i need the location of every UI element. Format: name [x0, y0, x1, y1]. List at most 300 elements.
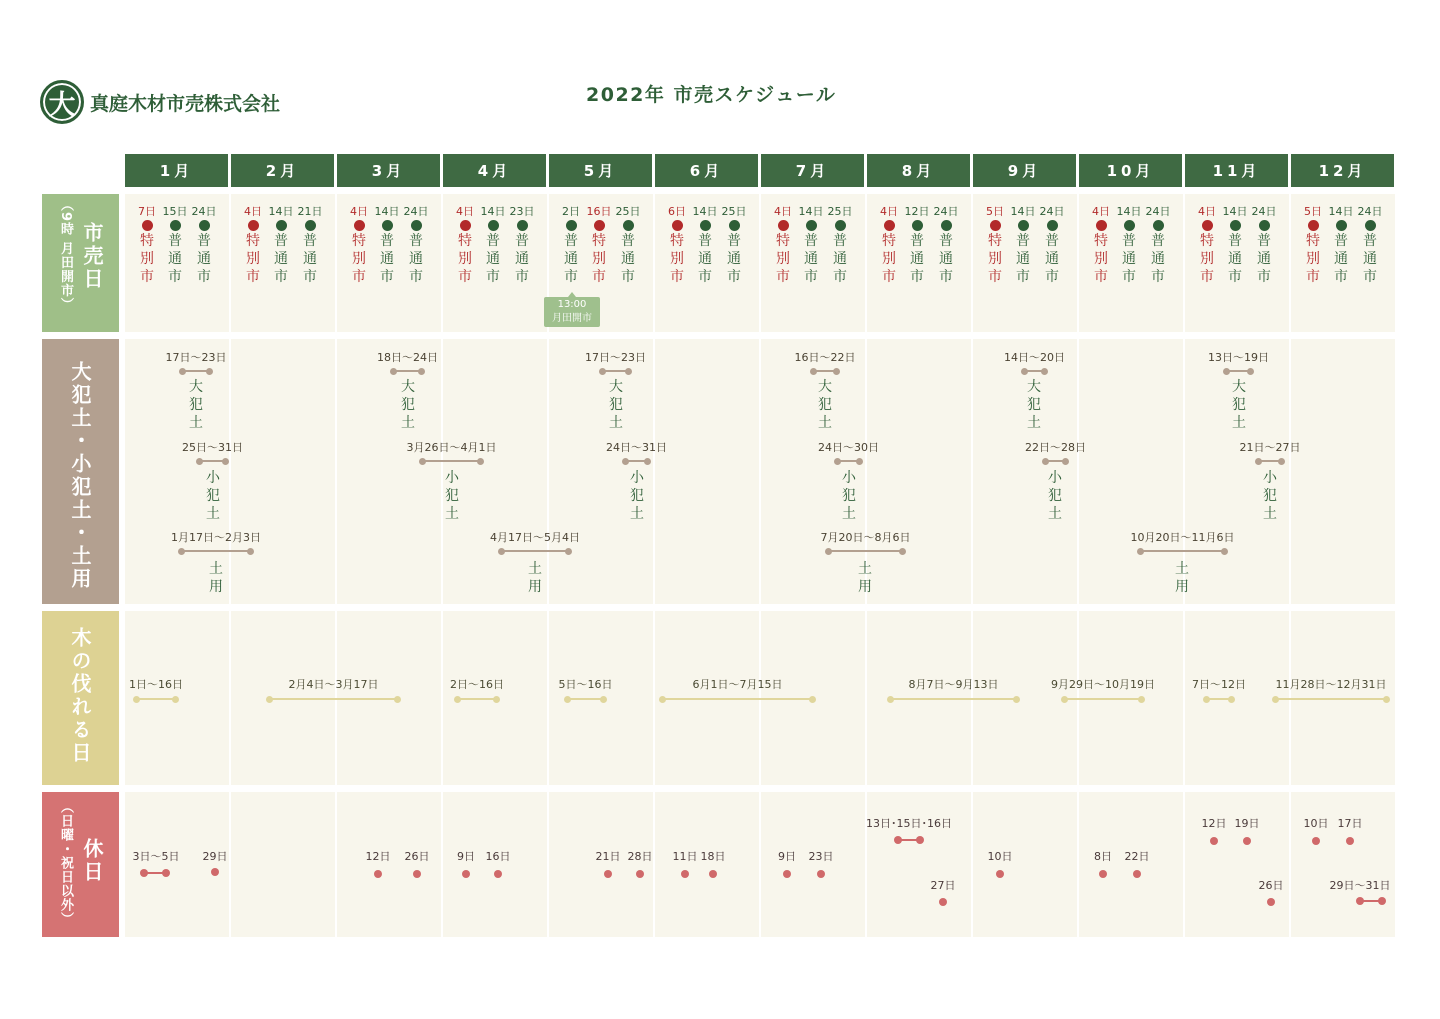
holiday-label: 23日 [808, 850, 834, 863]
tree-period-line [457, 698, 497, 700]
tree-period-start-dot [564, 696, 571, 703]
earth-period-label: 17日〜23日 [585, 351, 646, 364]
market-day-date: 14日 [1328, 205, 1354, 218]
market-day-date: 4日 [880, 205, 898, 218]
market-day [664, 205, 690, 286]
earth-period-line [1024, 370, 1045, 372]
market-day-type: 普通市 [486, 233, 500, 285]
holiday-dot [1243, 837, 1251, 845]
grid-cell [655, 339, 759, 604]
market-day-dot [912, 220, 923, 231]
market-day [1010, 205, 1036, 286]
tree-period-line [567, 698, 604, 700]
market-day-dot [1365, 220, 1376, 231]
earth-period-start-dot [498, 548, 505, 555]
month-header: 5月 [549, 154, 652, 187]
earth-period-label: 16日〜22日 [794, 351, 856, 364]
company-name: 真庭木材市売株式会社 [90, 92, 281, 115]
holiday-dot [636, 870, 644, 878]
earth-period-start-dot [834, 458, 841, 465]
market-day-type: 特別市 [1094, 233, 1108, 285]
holiday-dot [1378, 897, 1386, 905]
holiday-label: 12日 [365, 850, 391, 863]
holiday-dot [211, 868, 219, 876]
market-day-date: 16日 [586, 205, 612, 218]
earth-period-start-dot [599, 368, 606, 375]
holiday-dot [916, 836, 924, 844]
market-note-text: 月田開市 [552, 313, 592, 324]
grid-cell [761, 792, 865, 937]
earth-period-line [1258, 460, 1282, 462]
earth-period-label: 24日〜31日 [606, 441, 667, 454]
tree-period-line [269, 698, 398, 700]
market-day [268, 205, 294, 286]
holiday-dot [604, 870, 612, 878]
holiday-label: 9日 [778, 850, 796, 863]
earth-period-line [1045, 460, 1066, 462]
market-day-dot [1153, 220, 1164, 231]
market-day [374, 205, 400, 286]
month-header: 11月 [1185, 154, 1288, 187]
market-day [1116, 205, 1142, 286]
market-day [346, 205, 372, 286]
earth-period-label: 10月20日〜11月6日 [1130, 531, 1235, 544]
earth-period-end-dot [833, 368, 840, 375]
market-day-date: 14日 [1010, 205, 1036, 218]
earth-period-end-dot [1062, 458, 1069, 465]
earth-period-line [602, 370, 629, 372]
holiday-label: 17日 [1337, 817, 1363, 830]
holiday-label: 29日〜31日 [1329, 879, 1391, 892]
earth-period-end-dot [1221, 548, 1228, 555]
holiday-label: 10日 [987, 850, 1013, 863]
grid-cell [973, 792, 1077, 937]
earth-period-start-dot [419, 458, 426, 465]
earth-period-start-dot [178, 548, 185, 555]
tree-period-line [1064, 698, 1142, 700]
holiday-dot [413, 870, 421, 878]
grid-cell [1185, 792, 1289, 937]
market-day-date: 14日 [480, 205, 506, 218]
grid-cell [1079, 792, 1183, 937]
tree-period-line [1275, 698, 1387, 700]
market-day-type: 普通市 [1045, 233, 1059, 285]
market-day-date: 6日 [668, 205, 686, 218]
market-day-type: 普通市 [1257, 233, 1271, 285]
row-label-holiday-text: 休日 [80, 838, 104, 884]
earth-period-end-dot [644, 458, 651, 465]
market-day-date: 24日 [1039, 205, 1065, 218]
market-day-type: 普通市 [380, 233, 394, 285]
grid-cell [867, 339, 971, 604]
holiday-label: 28日 [627, 850, 653, 863]
earth-period-name: 大犯土 [189, 379, 203, 431]
earth-period-label: 13日〜19日 [1208, 351, 1269, 364]
market-day [1328, 205, 1354, 286]
tree-period-label: 8月7日〜9月13日 [908, 678, 999, 691]
month-header: 3月 [337, 154, 440, 187]
holiday-dot [681, 870, 689, 878]
earth-period-label: 21日〜27日 [1239, 441, 1301, 454]
month-header: 7月 [761, 154, 864, 187]
earth-period-name: 大犯土 [401, 379, 415, 431]
market-day-type: 普通市 [409, 233, 423, 285]
earth-period-line [828, 550, 903, 552]
market-day-dot [672, 220, 683, 231]
earth-period-name: 土用 [1175, 561, 1189, 595]
holiday-label: 13日･15日･16日 [866, 817, 952, 830]
market-day-dot [382, 220, 393, 231]
market-day-dot [1336, 220, 1347, 231]
row-label-holiday [42, 792, 119, 937]
tree-period-end-dot [394, 696, 401, 703]
earth-period-line [501, 550, 569, 552]
market-day [798, 205, 824, 286]
market-day [933, 205, 959, 286]
market-day-type: 特別市 [882, 233, 896, 285]
tree-period-label: 7日〜12日 [1192, 678, 1246, 691]
holiday-label: 9日 [457, 850, 475, 863]
holiday-dot [939, 898, 947, 906]
market-day [191, 205, 217, 286]
market-day-type: 普通市 [1151, 233, 1165, 285]
earth-period-label: 14日〜20日 [1004, 351, 1065, 364]
market-day-dot [700, 220, 711, 231]
market-day-dot [1124, 220, 1135, 231]
tree-period-label: 6月1日〜7月15日 [692, 678, 783, 691]
earth-period-name: 土用 [528, 561, 542, 595]
holiday-label: 10日 [1303, 817, 1329, 830]
tree-period-start-dot [659, 696, 666, 703]
market-day-dot [941, 220, 952, 231]
market-day-date: 24日 [1145, 205, 1171, 218]
earth-period-start-dot [1255, 458, 1262, 465]
earth-period-label: 17日〜23日 [165, 351, 227, 364]
earth-period-start-dot [196, 458, 203, 465]
market-day-dot [248, 220, 259, 231]
market-day-date: 21日 [297, 205, 323, 218]
market-day-date: 24日 [403, 205, 429, 218]
market-day-dot [806, 220, 817, 231]
market-day-type: 普通市 [1228, 233, 1242, 285]
holiday-dot [817, 870, 825, 878]
holiday-label: 26日 [1258, 879, 1284, 892]
holiday-label: 12日 [1201, 817, 1227, 830]
earth-period-end-dot [1041, 368, 1048, 375]
earth-period-start-dot [1137, 548, 1144, 555]
market-day [721, 205, 747, 286]
market-day-type: 普通市 [727, 233, 741, 285]
market-day-type: 普通市 [833, 233, 847, 285]
market-day-dot [566, 220, 577, 231]
market-day-type: 特別市 [988, 233, 1002, 285]
holiday-dot [1356, 897, 1364, 905]
earth-period-start-dot [810, 368, 817, 375]
earth-period-line [393, 370, 422, 372]
earth-period-label: 24日〜30日 [818, 441, 879, 454]
market-day-dot [305, 220, 316, 231]
earth-period-end-dot [418, 368, 425, 375]
market-day-date: 25日 [615, 205, 641, 218]
month-header: 8月 [867, 154, 970, 187]
holiday-dot [1267, 898, 1275, 906]
market-day-type: 普通市 [515, 233, 529, 285]
tree-period-end-dot [1228, 696, 1235, 703]
earth-period-label: 3月26日〜4月1日 [406, 441, 497, 454]
page-title: 2022年 市売スケジュール [586, 84, 837, 106]
market-day [480, 205, 506, 286]
market-day [452, 205, 478, 286]
tree-period-end-dot [600, 696, 607, 703]
market-day-dot [488, 220, 499, 231]
market-day-date: 4日 [1198, 205, 1216, 218]
holiday-dot [996, 870, 1004, 878]
market-day-date: 4日 [774, 205, 792, 218]
holiday-dot [1346, 837, 1354, 845]
market-day-dot [142, 220, 153, 231]
tree-period-label: 2月4日〜3月17日 [288, 678, 379, 691]
market-day-type: 普通市 [274, 233, 288, 285]
market-day-dot [199, 220, 210, 231]
market-day-type: 普通市 [939, 233, 953, 285]
holiday-dot [462, 870, 470, 878]
row-label-earth [42, 339, 119, 604]
earth-period-name: 土用 [209, 561, 223, 595]
market-day-type: 特別市 [1200, 233, 1214, 285]
holiday-dot [783, 870, 791, 878]
earth-period-label: 4月17日〜5月4日 [490, 531, 580, 544]
grid-cell [655, 792, 759, 937]
month-header: 10月 [1079, 154, 1182, 187]
market-day-type: 普通市 [1363, 233, 1377, 285]
holiday-dot [162, 869, 170, 877]
market-day-dot [1308, 220, 1319, 231]
tree-period-label: 11月28日〜12月31日 [1275, 678, 1387, 691]
tree-period-line [890, 698, 1017, 700]
market-day-type: 普通市 [698, 233, 712, 285]
earth-period-end-dot [1278, 458, 1285, 465]
month-header: 4月 [443, 154, 546, 187]
earth-period-end-dot [565, 548, 572, 555]
market-day [770, 205, 796, 286]
tree-period-end-dot [1013, 696, 1020, 703]
market-day-dot [170, 220, 181, 231]
tree-period-label: 1日〜16日 [129, 678, 183, 691]
market-day-type: 普通市 [1016, 233, 1030, 285]
market-day-dot [884, 220, 895, 231]
tree-period-line [136, 698, 176, 700]
tree-period-start-dot [887, 696, 894, 703]
market-note-time: 13:00 [557, 299, 587, 310]
holiday-dot [709, 870, 717, 878]
market-day-dot [1230, 220, 1241, 231]
holiday-label: 26日 [404, 850, 430, 863]
market-day-dot [460, 220, 471, 231]
earth-period-start-dot [622, 458, 629, 465]
grid-cell [125, 792, 229, 937]
market-day [1039, 205, 1065, 286]
market-day [1145, 205, 1171, 286]
market-day-date: 14日 [1116, 205, 1142, 218]
tree-period-end-dot [1383, 696, 1390, 703]
tree-period-end-dot [493, 696, 500, 703]
grid-cell [231, 792, 335, 937]
earth-period-line [181, 550, 251, 552]
market-day-date: 24日 [933, 205, 959, 218]
market-day-date: 12日 [904, 205, 930, 218]
tree-period-label: 2日〜16日 [450, 678, 504, 691]
holiday-label: 16日 [485, 850, 511, 863]
holiday-label: 3日〜5日 [132, 850, 180, 863]
earth-period-name: 大犯土 [818, 379, 832, 431]
market-day-date: 24日 [1357, 205, 1383, 218]
market-day [1251, 205, 1277, 286]
earth-period-end-dot [856, 458, 863, 465]
tree-period-end-dot [172, 696, 179, 703]
market-day-dot [778, 220, 789, 231]
market-day-date: 14日 [692, 205, 718, 218]
market-day-date: 14日 [374, 205, 400, 218]
holiday-label: 18日 [700, 850, 726, 863]
earth-period-end-dot [477, 458, 484, 465]
market-day [1088, 205, 1114, 286]
earth-period-end-dot [222, 458, 229, 465]
market-day-date: 2日 [562, 205, 580, 218]
earth-period-line [625, 460, 648, 462]
tree-period-start-dot [266, 696, 273, 703]
market-day-date: 14日 [1222, 205, 1248, 218]
market-day-type: 普通市 [910, 233, 924, 285]
market-day-type: 特別市 [670, 233, 684, 285]
grid-cell [867, 792, 971, 937]
market-day-type: 普通市 [564, 233, 578, 285]
tree-period-start-dot [1061, 696, 1068, 703]
holiday-dot [1210, 837, 1218, 845]
earth-period-name: 大犯土 [609, 379, 623, 431]
earth-period-end-dot [625, 368, 632, 375]
grid-cell [231, 339, 335, 604]
grid-cell [549, 792, 653, 937]
market-day-dot [411, 220, 422, 231]
earth-period-line [813, 370, 837, 372]
month-header: 2月 [231, 154, 334, 187]
market-day-type: 普通市 [1122, 233, 1136, 285]
earth-period-name: 小犯土 [445, 470, 459, 522]
company-logo [40, 80, 280, 124]
earth-period-end-dot [247, 548, 254, 555]
market-day-date: 24日 [1251, 205, 1277, 218]
market-day-date: 14日 [268, 205, 294, 218]
market-day-dot [276, 220, 287, 231]
market-day-type: 普通市 [1334, 233, 1348, 285]
earth-period-name: 小犯土 [630, 470, 644, 522]
logo-mark: 大 [40, 80, 84, 124]
earth-period-line [1140, 550, 1225, 552]
holiday-dot [374, 870, 382, 878]
market-day-type: 特別市 [592, 233, 606, 285]
earth-period-line [837, 460, 860, 462]
earth-period-end-dot [1247, 368, 1254, 375]
earth-period-label: 1月17日〜2月3日 [171, 531, 261, 544]
tree-period-line [1206, 698, 1232, 700]
holiday-label: 27日 [930, 879, 956, 892]
market-day [1300, 205, 1326, 286]
grid-cell [337, 792, 441, 937]
earth-period-end-dot [206, 368, 213, 375]
earth-period-name: 小犯土 [206, 470, 220, 522]
market-day-type: 特別市 [1306, 233, 1320, 285]
earth-period-name: 小犯土 [1048, 470, 1062, 522]
market-day-type: 普通市 [804, 233, 818, 285]
market-day [1357, 205, 1383, 286]
market-day-dot [623, 220, 634, 231]
market-day-date: 25日 [721, 205, 747, 218]
market-day-type: 普通市 [197, 233, 211, 285]
holiday-label: 8日 [1094, 850, 1112, 863]
grid-cell [443, 792, 547, 937]
earth-period-label: 25日〜31日 [182, 441, 243, 454]
market-day-dot [990, 220, 1001, 231]
market-day-date: 4日 [350, 205, 368, 218]
earth-period-line [182, 370, 210, 372]
market-day [876, 205, 902, 286]
market-day-date: 14日 [798, 205, 824, 218]
market-day-type: 普通市 [621, 233, 635, 285]
tree-period-start-dot [1272, 696, 1279, 703]
month-header: 12月 [1291, 154, 1394, 187]
market-day-date: 24日 [191, 205, 217, 218]
earth-period-start-dot [390, 368, 397, 375]
market-day [558, 205, 584, 286]
holiday-dot [894, 836, 902, 844]
market-day [297, 205, 323, 286]
holiday-label: 21日 [595, 850, 621, 863]
tree-period-start-dot [454, 696, 461, 703]
market-day [586, 205, 612, 286]
month-header: 1月 [125, 154, 228, 187]
holiday-dot [1312, 837, 1320, 845]
market-day-type: 特別市 [458, 233, 472, 285]
holiday-dot [1099, 870, 1107, 878]
tree-period-label: 9月29日〜10月19日 [1051, 678, 1155, 691]
tree-period-label: 5日〜16日 [558, 678, 613, 691]
row-label-market-sub: （9時 月田開市） [58, 198, 73, 312]
earth-period-name: 土用 [858, 561, 872, 595]
month-header: 6月 [655, 154, 758, 187]
earth-period-line [422, 460, 481, 462]
row-label-tree-text: 木の伐れる日 [68, 627, 92, 765]
market-day [904, 205, 930, 286]
market-day-date: 25日 [827, 205, 853, 218]
holiday-label: 22日 [1124, 850, 1150, 863]
tree-period-end-dot [1138, 696, 1145, 703]
market-day-dot [517, 220, 528, 231]
grid-cell [1291, 339, 1395, 604]
market-day-date: 15日 [162, 205, 188, 218]
earth-period-line [1226, 370, 1251, 372]
market-day-date: 23日 [509, 205, 535, 218]
market-day [982, 205, 1008, 286]
earth-period-start-dot [1021, 368, 1028, 375]
market-day [692, 205, 718, 286]
holiday-dot [1133, 870, 1141, 878]
market-day [1222, 205, 1248, 286]
market-day-type: 特別市 [776, 233, 790, 285]
earth-period-start-dot [1042, 458, 1049, 465]
market-day [162, 205, 188, 286]
market-day [615, 205, 641, 286]
holiday-label: 19日 [1234, 817, 1260, 830]
